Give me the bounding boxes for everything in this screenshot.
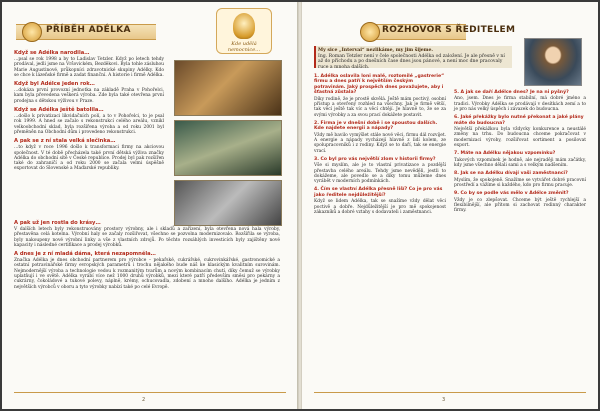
interview-item: [454, 115, 586, 148]
section-body: …to když v roce 1996 došlo k transformaci firmy na akciovou společnost. V té době přecházela také první dětská výživa značky Adélka do obchodní sítě v České republice. Prodej byl pak rozšířen také do zahraničí a od roku 2000 se začala velmi úspěšně exportovat do Slovenské a Maďarské republiky.: [14, 145, 164, 172]
section-heading: Když se Adélka ještě batolila…: [14, 107, 104, 114]
interview-question: 8. Jak se na Adélku dívají vaši zaměstnanci?: [454, 171, 568, 177]
interview-question: 7. Máte na Adélku nějakou vzpomínku?: [454, 151, 556, 157]
section-body: …dokáza první provozní jednotka na základě Praha v Pohořelci, kam byla převedena veškerá výroba. Zde byla také otevřena první prodejna s dětskou výživou v Praze.: [14, 88, 164, 104]
section-body: …došlo k privatizaci likvidačních polí, a to v Pohořelci, to je psal rok 1999. A hned se začalo s rekonstrukcí celého areálu, vznikl velkoobchodní sklad, byla rozšířena výroba a od roku 2001 byl přeměněn na Obchodní dům i provedeno rekonstrukci.: [14, 114, 164, 135]
right-page-number: 3: [442, 397, 446, 403]
interview-question: 4. Čím se vlastní Adélka přesně liší? Co je pro vás jako ředitele nejdůležitější?: [314, 187, 443, 198]
interview-item: [454, 90, 586, 112]
interview-answer: Díky rodině, že je prostě skvělá. Ještě mám poctivý, osobní přístup a otevřený rozhled na všechny. Jak je firmě větší, tak věcí ještě tak víc a věcí chtějí. Je hlavně to, že se za svými výrobky a za svou prací dokážete postavit.: [314, 96, 446, 118]
intro-body: Ing. Roman Tetzler není v čele společnosti Adélka od založení. Je ale přesně v ní až do příchodu a po dnešních čase dnes jsou pánové, a není moc dne pracovaly ruce a mnoha dalších.: [318, 53, 505, 70]
history-section: [14, 251, 280, 290]
interview-right-column: [454, 90, 586, 217]
history-section: [14, 138, 164, 171]
interview-question: 1. Adélka oslavila loni malé, roztomilé „gastrerie“ firmu a dnes patří k největším českým potravinám. Jaký prospěch dnes považujete, aby i šťastná zůstala?: [314, 74, 445, 96]
section-heading: A dnes je z ní mladá dáma, která nezapomněla…: [14, 251, 156, 258]
interview-question: 2. Firma je v dnešní době i se spoustou dalších. Kde najdete energii a nápady?: [314, 120, 438, 132]
logo-mark-icon: [233, 13, 255, 39]
adelka-logo: [216, 8, 272, 54]
footer-rule: [14, 392, 286, 393]
section-heading: Když byl Adélce jeden rok…: [14, 81, 95, 88]
interview-question: 6. Jaké překážky bylo nutné překonat a jaké plány máte do budoucna?: [454, 115, 584, 126]
intro-lead: My sice „Intervai“ nezlikáme, my jim šijeme.: [318, 48, 434, 53]
interview-left-column: [314, 74, 446, 218]
historic-photo-1: [174, 60, 282, 116]
header-emblem-icon: [360, 22, 380, 42]
section-heading: A pak už jen rostla do krásy…: [14, 220, 101, 226]
interview-question: 9. Co by se podle vás mělo v Adélce změnit?: [454, 191, 569, 197]
interview-item: [314, 74, 446, 118]
history-section: [14, 107, 164, 135]
left-page-title: PŘÍBĚH ADÉLKA: [46, 25, 131, 35]
interview-answer: Ano, jsem. Dnes je firma stabilní, má dobré jméno a tradici. Výrobky Adélka se prodávají v desítkách zemí a to je pro nás velký úspěch i závazek do budoucna.: [454, 96, 586, 112]
interview-item: [314, 187, 446, 215]
interview-item: [454, 191, 586, 213]
interview-answer: Největší překážkou byla vždycky konkurence a neustálé změny na trhu. Do budoucna chceme pokračovat v modernizaci výroby, rozšiřovat sortiment a posilovat export.: [454, 127, 586, 148]
section-body: V dalších letech byly rekonstruovány prostory výrobny, ale i skladů a zařízení, byla otevřena nová hala výroby, přestavěna celá kotelna. Výrobní haly se začaly rozšiřovat, všechno se pozvolna modernizovalo. Rozšířila se výroba, byly nakoupeny nové výrobní linky a vše z vlastních zdrojů. Po těchto rozsáhlých investicích byly zajištěny nové kapacity i následné certifikace a prodej výrobků.: [14, 227, 280, 248]
interview-question: 3. Co byl pro vás největší zlom v historii firmy?: [314, 156, 436, 162]
section-body: Značka Adélka je dnes obchodní partnerem pro výrobce – pekařské, cukrářské, cukrovinkářské, gastronomické a ostatní potravinářské firmy evropských parametrů i trochu nějakého bude náš ke klasickým kvalitním surovinám. Nejmodernější výroba a technologie vedou k rozmanitým tvarům a novým kombinacím chutí, díky čemuž se výrobky uplatňují i ve světě. Adélka vyrábí více než 1000 druhů výrobků, mezi které patří především směsi pro pekárny a cukrárny, čokoládové a tukové polevy, náplně, krémy, ochucovadla, zdobení a mnoho dalšího. Adélka je jedním z největších výrobců v oboru a tyto výrobky nabízí také po celé Evropě.: [14, 258, 280, 290]
interview-answer: Vždy je co zlepšovat. Chceme být ještě rychlejší a flexibilnější, ale přitom si zachovat rodinný charakter firmy.: [454, 197, 586, 214]
interview-answer: Když se lidem Adélka, tak se snažíme vždy dělat věci poctivě a dobře. Nejdůležitější je pro mě spokojenost zákazníků a dobré vztahy s dodavateli i zaměstnanci.: [314, 199, 446, 215]
logo-text: Kde udělá nemocnice…: [227, 41, 261, 53]
section-body: …psal se rok 1998 a by to Ladislav Tetzler. Když po letech tehdy prodával, jedli jsme na Vršovickém, Bezděkovi. Byla tohle zásluhou Marie Augustinové, průkopníci zdravotnické skupiny Adélky. Kdo se chce k lázeňské firmě a zadat finanční. A historie i firmě Adélka.: [14, 57, 164, 78]
section-heading: Když se Adélka narodila…: [14, 50, 90, 56]
right-page-title: ROZHOVOR S ŘEDITELEM: [382, 25, 516, 35]
director-portrait: [524, 38, 582, 86]
history-section: [14, 50, 164, 78]
intro-text: [318, 48, 508, 70]
interview-question: 5. A jak se daří Adélce dnes? Je na ni pyšný?: [454, 90, 569, 95]
interview-answer: Vše si myslím, ale je to vlastní privatizace a pozdější přestavba celého areálu. Tehdy jsme nevěděli, jestli to dokážeme, ale povedlo se a díky tomu můžeme dnes vyrábět v moderních podmínkách.: [314, 163, 446, 185]
interview-item: [314, 157, 446, 185]
interview-answer: Takových vzpomínek je hodně, ale nejraději mám začátky, kdy jsme všechno dělali sami a s velkým nadšením.: [454, 157, 586, 168]
right-page: [302, 2, 598, 409]
section-heading: A pak se z ní stala velká slečinka…: [14, 138, 116, 145]
interview-item: [454, 151, 586, 168]
history-section: [14, 220, 280, 248]
left-page: [2, 2, 298, 409]
interview-item: [454, 171, 586, 188]
historic-photo-2: [174, 120, 282, 176]
footer-rule: [314, 392, 586, 393]
left-main-column: [14, 50, 164, 175]
left-bottom-column: [14, 220, 280, 293]
interview-answer: Myslím, že spokojeně. Snažíme se vytvářet dobré pracovní prostředí a vážíme si každého, kdo pro firmu pracuje.: [454, 177, 586, 188]
interview-answer: Vždy mě bavilo vymýšlet stále nové věci, firmu dál rozvíjet. A energie a nápady vycházejí hlavně z lidí kolem, ze spolupracovníků i z rodiny. Když se to daří, tak se energie vrací.: [314, 132, 446, 154]
interview-item: [314, 121, 446, 154]
header-emblem-icon: [22, 22, 42, 42]
left-page-number: 2: [142, 397, 146, 403]
history-section: [14, 81, 164, 104]
